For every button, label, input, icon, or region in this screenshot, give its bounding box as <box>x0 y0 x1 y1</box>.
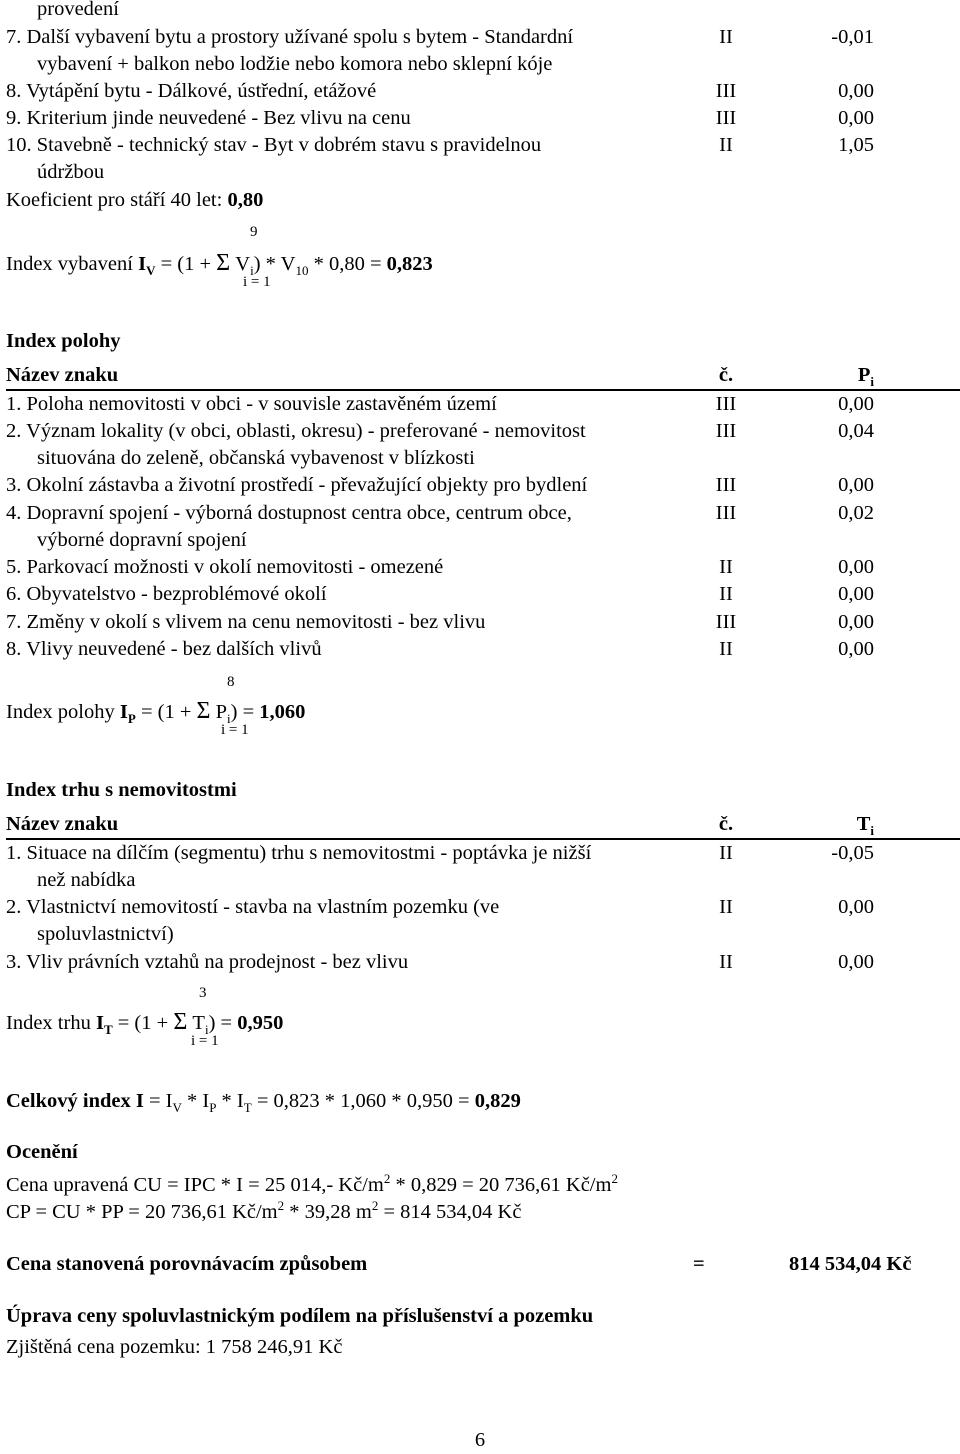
item-value: -0,01 <box>831 26 874 48</box>
list-item: 3. Vliv právních vztahů na prodejnost - bez vlivu II 0,00 <box>6 951 874 973</box>
item-class: III <box>715 80 737 102</box>
sum-lower-limit: i = 1 <box>221 722 249 738</box>
list-item <box>6 24 874 78</box>
sum-upper-limit: 8 <box>227 674 235 690</box>
sum-upper-limit: 9 <box>250 224 258 240</box>
zjistena-cena-line: Zjištěná cena pozemku: 1 758 246,91 Kč <box>6 1336 343 1358</box>
sum-lower-limit: i = 1 <box>243 274 271 290</box>
list-item: 6. Obyvatelstvo - bezproblémové okolí II 0,00 <box>6 583 874 605</box>
list-item: 1. Situace na dílčím (segmentu) trhu s nemovitostmi - poptávka je nižší než nabídka II -0,05 <box>6 842 874 891</box>
list-item: 5. Parkovací možnosti v okolí nemovitosti - omezené II 0,00 <box>6 556 874 578</box>
section-title-trhu: Index trhu s nemovitostmi <box>6 779 237 801</box>
list-item <box>6 78 874 105</box>
index-trhu-formula: Index trhu $I_T = (1 + \Sigma$ $T_i) = 0,950$ <box>6 1009 284 1038</box>
item-class: II <box>719 26 733 48</box>
continued-text: provedení <box>37 0 119 20</box>
list-item: 2. Význam lokality (v obci, oblasti, okresu) - preferované - nemovitost situována do zeleně, občanská vybavenost v blízkosti III 0,04 <box>6 420 874 469</box>
list-item <box>6 132 874 186</box>
list-item: 1. Poloha nemovitosti v obci - v souvisle zastavěném území III 0,00 <box>6 393 874 415</box>
section-title-uprava: Úprava ceny spoluvlastnickým podílem na příslušenství a pozemku <box>6 1305 594 1327</box>
cena-upravena-line: Cena upravená CU = IPC * I = 25 014,- $Kč/m^2 * 0,829 = 20$ 736,61 $Kč/m^2$ <box>6 1171 618 1196</box>
item-class: II <box>719 134 733 156</box>
sum-lower-limit: i = 1 <box>191 1033 219 1049</box>
index-vybaveni-formula: Index vybavení $I_V = (1 + \Sigma$ $V_i) * V_{10} * 0,80 = 0,823$ <box>6 250 433 279</box>
item-text: 8. Vytápění bytu - Dálkové, ústřední, etážové <box>6 80 377 102</box>
item-text: 7. Další vybavení bytu a prostory užívané spolu s bytem - Standardní <box>6 26 574 48</box>
celkovy-index-line: Celkový index $I = I_V * I_P * I_T = 0,823 * 1,060 * 0,950 = 0,829$ <box>6 1090 521 1116</box>
koeficient-line: Koeficient pro stáří 40 let: 0,80 <box>6 189 264 211</box>
item-value: 1,05 <box>838 134 874 156</box>
table-header-trhu: Název znaku č. $T_i$ <box>6 813 874 839</box>
section-title-polohy: Index polohy <box>6 330 121 352</box>
list-item: 2. Vlastnictví nemovitostí - stavba na vlastním pozemku (ve spoluvlastnictví) II 0,00 <box>6 896 874 945</box>
item-value: 0,00 <box>838 107 874 129</box>
item-value: 0,00 <box>838 80 874 102</box>
cena-stanovena-value: 814 534,04 Kč <box>789 1253 912 1275</box>
item-class: III <box>715 107 737 129</box>
section-title-oceneni: Ocenění <box>6 1141 78 1163</box>
item-text: 9. Kriterium jinde neuvedené - Bez vlivu na cenu <box>6 107 411 129</box>
cena-stanovena-label: Cena stanovená porovnávacím způsobem <box>6 1253 368 1275</box>
item-text-cont: vybavení + balkon nebo lodžie nebo komora nebo sklepní kóje <box>37 53 553 75</box>
list-item: 8. Vlivy neuvedené - bez dalších vlivů II 0,00 <box>6 638 874 660</box>
index-polohy-formula: Index polohy $I_P = (1 + \Sigma$ $P_i) = 1,060$ <box>6 698 306 727</box>
table-header-polohy: Název znaku č. $P_i$ <box>6 364 874 390</box>
list-item: 3. Okolní zástavba a životní prostředí - převažující objekty pro bydlení III 0,00 <box>6 474 874 496</box>
cena-stanovena-eq: = <box>693 1253 705 1275</box>
item-text: 10. Stavebně - technický stav - Byt v dobrém stavu s pravidelnou <box>6 134 542 156</box>
item-text-cont: údržbou <box>37 161 105 183</box>
list-item: 4. Dopravní spojení - výborná dostupnost centra obce, centrum obce, výborné dopravní spojení III 0,02 <box>6 502 874 551</box>
cp-line: CP = CU * PP = 20 736,61 $Kč/m^2 * 39,28$ $m^2 = 814$ 534,04 Kč <box>6 1198 522 1223</box>
page-number: 6 <box>474 1429 486 1451</box>
list-item <box>6 105 874 132</box>
list-item: 7. Změny v okolí s vlivem na cenu nemovitosti - bez vlivu III 0,00 <box>6 611 874 633</box>
sum-upper-limit: 3 <box>199 985 207 1001</box>
